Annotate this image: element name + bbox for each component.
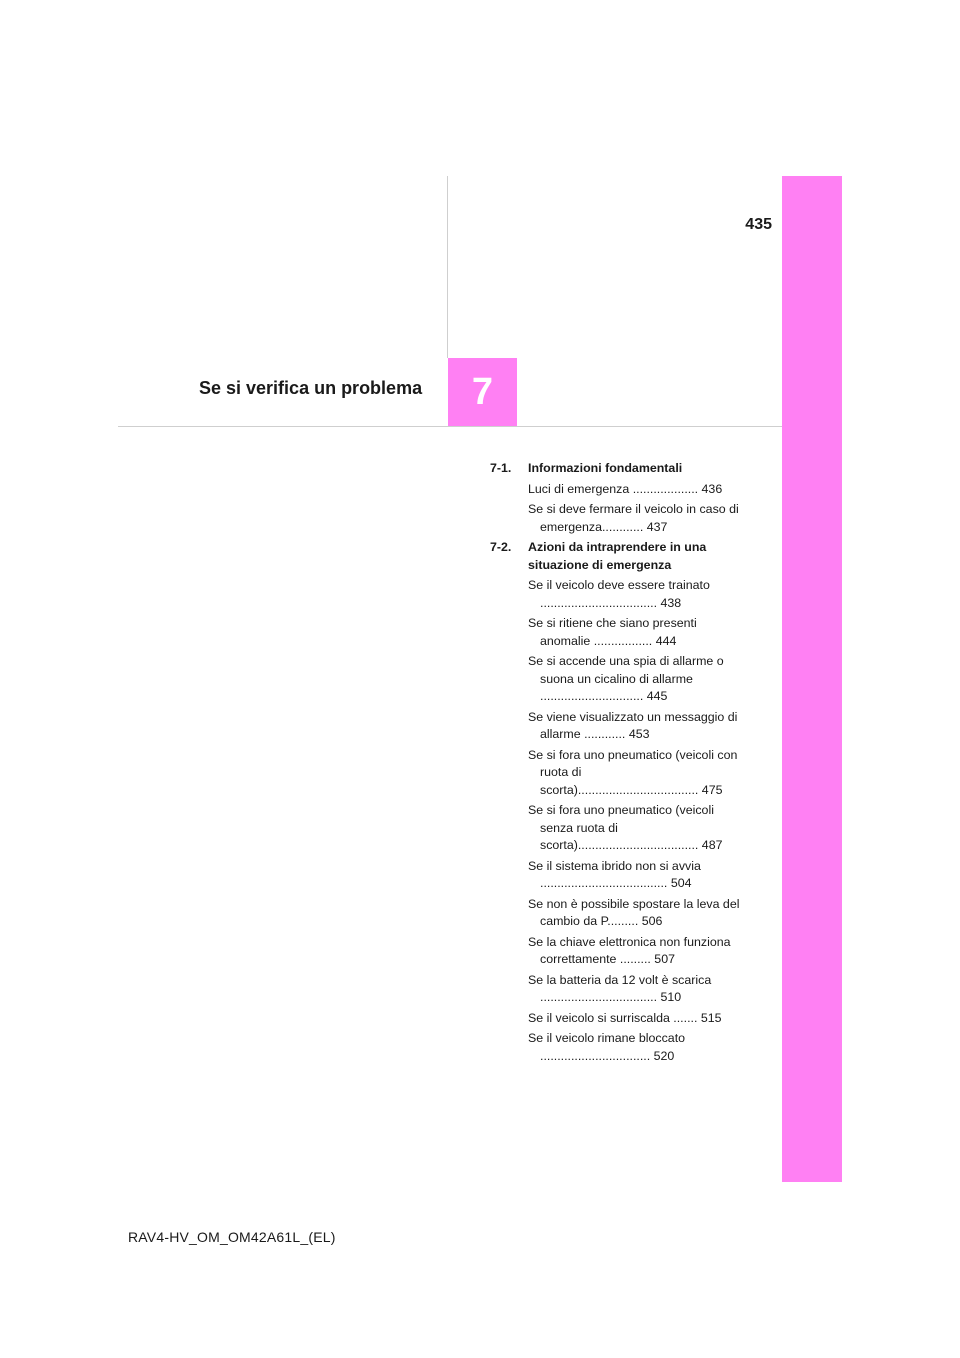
toc-entry[interactable] [528,858,740,893]
toc-entry-text: Luci di emergenza ................... 436 [528,481,723,496]
section-title: Azioni da intraprendere in una situazione di emergenza [528,540,707,572]
toc-entry-text: Se si fora uno pneumatico (veicoli senza ruota di scorta)................................... 487 [528,803,723,852]
toc-entry-text: Se il veicolo rimane bloccato ................................ 520 [528,1031,686,1063]
toc-entry-text: Se il veicolo deve essere trainato .................................. 438 [528,578,710,610]
toc-entry[interactable] [528,709,740,744]
toc-entry[interactable] [528,1010,740,1028]
toc-entry-text: Se non è possibile spostare la leva del cambio da P......... 506 [528,896,740,928]
toc-entry[interactable] [528,653,740,706]
document-code-footer: RAV4-HV_OM_OM42A61L_(EL) [128,1229,336,1245]
toc-entry-text: Se si fora uno pneumatico (veicoli con ruota di scorta)................................... 475 [528,747,738,797]
toc-entry[interactable] [528,481,740,499]
chapter-number: 7 [471,371,494,413]
toc-entry[interactable] [528,577,740,612]
toc-entry-text: Se si accende una spia di allarme o suona un cicalino di allarme .............................. 445 [528,654,724,703]
section-heading [490,460,740,478]
toc-entry-text: Se la batteria da 12 volt è scarica .................................. 510 [528,972,712,1004]
toc-section-7-1 [490,460,740,536]
toc-entry[interactable] [528,972,740,1007]
page-number: 435 [745,216,772,233]
toc-entry[interactable] [528,1030,740,1065]
toc-entry-text: Se si ritiene che siano presenti anomalie ................. 444 [528,616,697,648]
vertical-divider [447,176,448,358]
toc-entry-text: Se viene visualizzato un messaggio di allarme ............ 453 [528,709,738,741]
section-number: 7-1. [490,461,512,475]
chapter-title: Se si verifica un problema [199,378,423,398]
chapter-number-box [448,358,517,427]
toc-entry[interactable] [528,934,740,969]
section-heading [490,539,740,574]
toc-entry[interactable] [528,501,740,536]
chapter-side-tab [782,176,842,1182]
toc-entry[interactable] [528,615,740,650]
toc-entry-text: Se il veicolo si surriscalda ....... 515 [528,1010,722,1025]
toc-entry-text: Se il sistema ibrido non si avvia ..................................... 504 [528,858,701,890]
horizontal-divider [118,426,782,427]
table-of-contents [490,460,740,1068]
toc-entry[interactable] [528,802,740,855]
toc-entry-text: Se si deve fermare il veicolo in caso di emergenza............ 437 [528,502,739,534]
toc-entry[interactable] [528,896,740,931]
toc-entry-text: Se la chiave elettronica non funziona correttamente ......... 507 [528,934,731,966]
toc-section-7-2 [490,539,740,1065]
section-title: Informazioni fondamentali [528,461,683,475]
section-number: 7-2. [490,540,512,554]
toc-entry[interactable] [528,747,740,800]
